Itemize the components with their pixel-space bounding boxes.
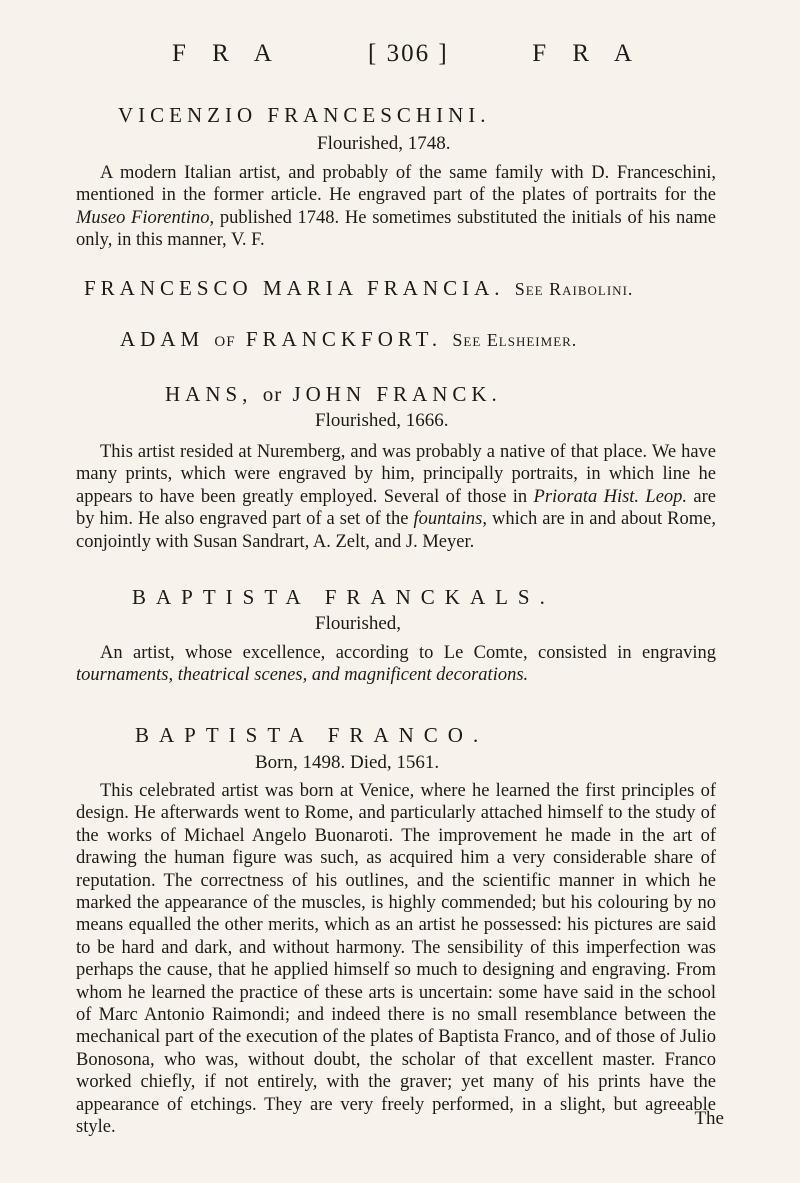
running-header: [172, 40, 642, 74]
entry-of: of: [214, 327, 236, 351]
entry-title-franco: BAPTISTA FRANCO.: [135, 723, 489, 747]
entry-meta-franck: Flourished, 1666.: [315, 410, 449, 431]
entry-title-francia: [84, 276, 633, 301]
header-left: F R A: [172, 40, 282, 67]
see-reference-elsheimer[interactable]: See Elsheimer.: [452, 330, 578, 350]
entry-name-john-franck: JOHN FRANCK.: [292, 382, 502, 406]
entry-body-franckals: An artist, whose excellence, according to Le Comte, consisted in engraving tournaments, theatrical scenes, and magnificent decorations.: [76, 643, 716, 686]
entry-meta-franco: Born, 1498. Died, 1561.: [255, 752, 440, 773]
entry-meta-franckals: Flourished,: [315, 613, 402, 634]
entry-body-franck: This artist resided at Nuremberg, and was probably a native of that place. We have many prints, which were engraved by him, principally portraits, in which line he appears to have been greatly employed. Several of those in Priorata Hist. Leop. are by him. He also engraved part of a set of the fountains, which are in and about Rome, conjointly with Susan Sandrart, A. Zelt, and J. Meyer.: [76, 442, 716, 552]
entry-name-franckfort: FRANCKFORT.: [245, 327, 443, 351]
entry-name-francia: FRANCESCO MARIA FRANCIA.: [84, 276, 505, 300]
entry-title-franckfort: [120, 327, 577, 352]
entry-body-franceschini: A modern Italian artist, and probably of the same family with D. Franceschini, mentioned in the former article. He engraved part of the plates of portraits for the Museo Fiorentino, published 1748. He sometimes substituted the initials of his name only, in this manner, V. F.: [76, 163, 717, 251]
header-right: F R A: [532, 40, 642, 67]
entry-title-franceschini: VICENZIO FRANCESCHINI.: [118, 103, 491, 127]
entry-meta-franceschini: Flourished, 1748.: [317, 133, 451, 154]
entry-title-franckals: BAPTISTA FRANCKALS.: [132, 585, 555, 609]
entry-title-franck: [165, 382, 502, 407]
catchword: The: [694, 1108, 724, 1129]
entry-name-adam: ADAM: [120, 327, 205, 351]
page-number: [ 306 ]: [368, 40, 449, 67]
see-reference-raibolini[interactable]: See Raibolini.: [514, 279, 634, 299]
entry-name-hans: HANS,: [165, 382, 253, 406]
entry-body-franco: This celebrated artist was born at Venice, where he learned the first principles of design. He afterwards went to Rome, and particularly attached himself to the study of the works of Michael Angelo Buonaroti. The improvement he made in the art of drawing the human figure was such, as acquired him a very considerable share of reputation. The correctness of his outlines, and the scientific manner in which he marked the appearance of the muscles, is highly commended; but his colouring by no means equalled the other merits, which as an artist he possessed: his pictures are said to be hard and dark, and without harmony. The sensibility of this imperfection was perhaps the cause, that he applied himself so much to designing and engraving. From whom he learned the practice of these arts is uncertain: some have said in the school of Marc Antonio Raimondi; and indeed there is no small resemblance between the mechanical part of the execution of the plates of Baptista Franco, and of those of Julio Bonosona, who was, without doubt, the scholar of that excellent master. Franco worked chiefly, if not entirely, with the graver; yet many of his prints have the appearance of etchings. They are very freely performed, in a slight, but agreeable style.: [76, 781, 716, 1138]
entry-or: or: [262, 382, 283, 406]
